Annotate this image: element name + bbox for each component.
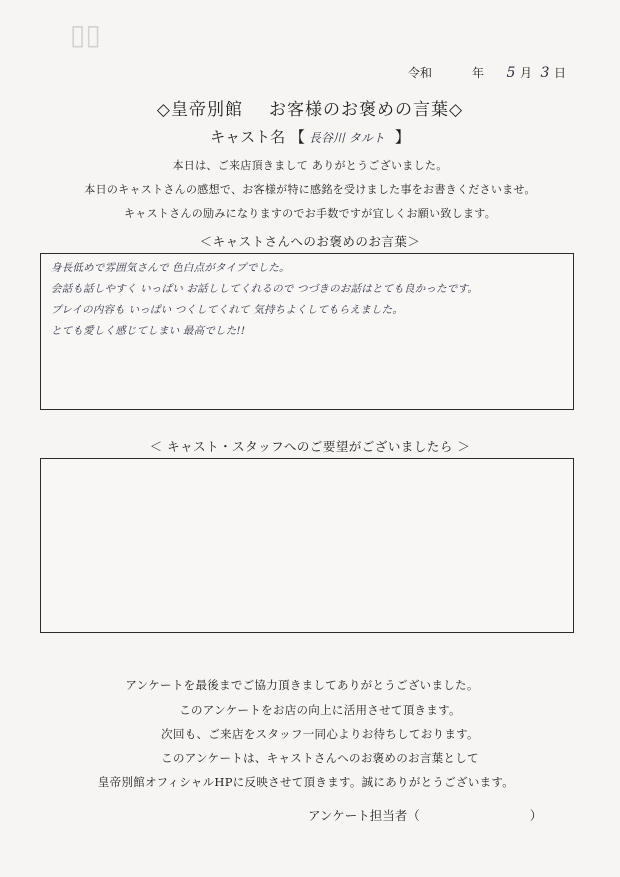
bleed-through-decoration: ▯▯ <box>70 18 101 51</box>
cast-open-bracket: 【 <box>289 128 305 146</box>
praise-handwritten-line: とても愛しく感じてしまい 最高でした!! <box>51 325 246 337</box>
survey-staff-label: アンケート担当者（ <box>308 808 420 823</box>
praise-handwritten-line: 身長低めで雰囲気さんで 色白点がタイプでした。 <box>51 262 290 274</box>
intro-line: 本日は、ご来店頂きまして ありがとうございました。 <box>172 159 448 172</box>
cast-name-row <box>0 126 620 147</box>
request-section-label: ＜ キャスト・スタッフへのご要望がございましたら ＞ <box>149 439 471 454</box>
page-title <box>0 95 620 120</box>
date-line <box>408 64 568 81</box>
title-store-name: ◇皇帝別館 <box>156 100 243 120</box>
cast-name-handwritten: 長谷川 タルト <box>308 131 385 145</box>
closing-line: このアンケートは、キャストさんへのお褒めのお言葉として <box>161 751 479 765</box>
date-year-unit: 年 <box>471 66 484 80</box>
closing-line: 次回も、ご来店をスタッフ一同心よりお待ちしております。 <box>161 727 479 741</box>
praise-section-label: ＜キャストさんへのお褒めのお言葉＞ <box>199 234 421 249</box>
date-day-unit: 日 <box>553 66 566 80</box>
praise-handwritten-line: プレイの内容も いっぱい つくしてくれて 気持ちよくしてもらえました。 <box>51 304 404 316</box>
survey-staff-close: ） <box>529 808 543 823</box>
cast-name-label: キャスト名 <box>210 128 286 146</box>
date-era: 令和 <box>407 66 432 80</box>
date-month-unit: 月 <box>519 66 532 80</box>
praise-handwritten-line: 会話も話しやすく いっぱい お話ししてくれるので つづきのお話はとても良かったです。 <box>51 283 479 295</box>
closing-line: このアンケートをお店の向上に活用させて頂きます。 <box>179 703 461 717</box>
date-day: 3 <box>540 65 550 81</box>
date-month: 5 <box>506 65 516 81</box>
intro-line: キャストさんの励みになりますのでお手数ですが宜しくお願い致します。 <box>123 207 497 220</box>
praise-textbox[interactable] <box>40 253 574 410</box>
closing-line: アンケートを最後までご協力頂きましてありがとうございました。 <box>125 678 479 692</box>
title-heading: お客様のお褒めの言葉◇ <box>269 100 464 120</box>
survey-staff-row <box>308 806 542 824</box>
cast-close-bracket: 】 <box>394 128 410 146</box>
closing-line: 皇帝別館オフィシャルHPに反映させて頂きます。誠にありがとうございます。 <box>97 775 515 789</box>
intro-line: 本日のキャストさんの感想で、お客様が特に感銘を受けました事をお書きくださいませ。 <box>84 183 536 196</box>
request-textbox[interactable] <box>40 458 574 633</box>
